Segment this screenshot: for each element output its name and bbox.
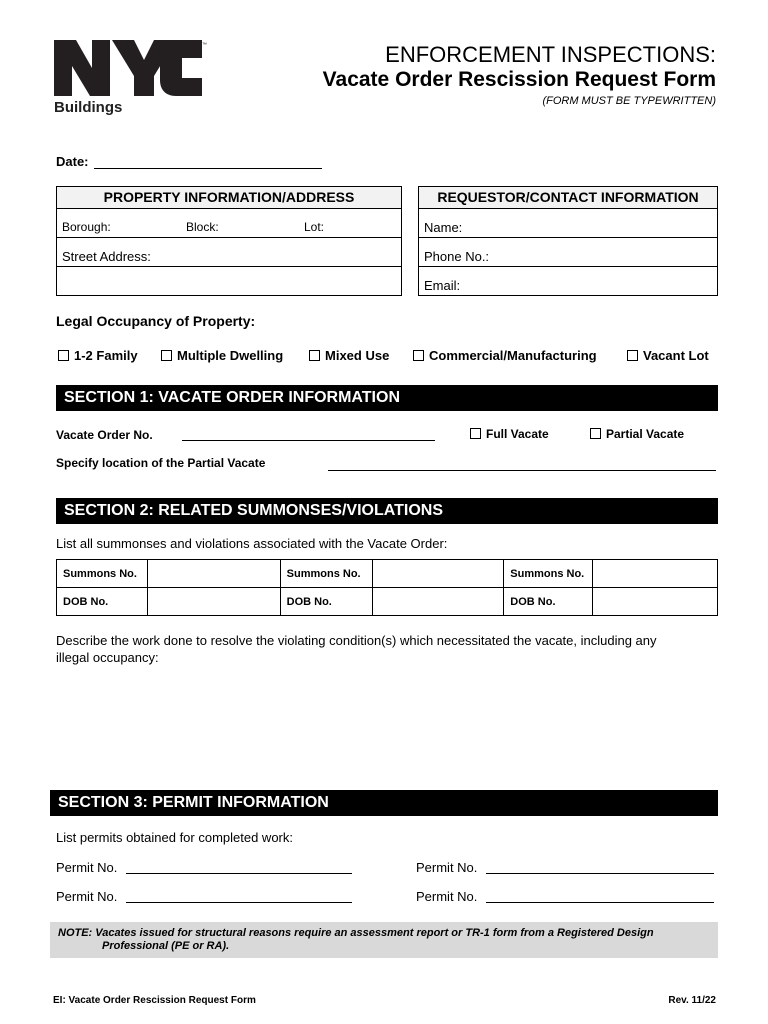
structural-note: NOTE: Vacates issued for structural reasons require an assessment report or TR-1 form from a Registered Design Professional (PE or RA). bbox=[50, 922, 718, 958]
permit-no-field[interactable] bbox=[126, 902, 352, 903]
partial-vacate-location-field[interactable] bbox=[328, 470, 716, 471]
section-1-header: SECTION 1: VACATE ORDER INFORMATION bbox=[56, 385, 718, 411]
dob-no-label: DOB No. bbox=[280, 588, 372, 616]
requestor-box-title: REQUESTOR/CONTACT INFORMATION bbox=[419, 187, 717, 209]
checkbox-icon[interactable] bbox=[413, 350, 424, 361]
dob-no-field[interactable] bbox=[372, 588, 504, 616]
checkbox-icon[interactable] bbox=[161, 350, 172, 361]
permits-instruction: List permits obtained for completed work: bbox=[56, 830, 293, 845]
partial-vacate-option[interactable]: Partial Vacate bbox=[590, 427, 684, 441]
permit-no-label: Permit No. bbox=[416, 860, 478, 875]
footer-form-name: EI: Vacate Order Rescission Request Form bbox=[53, 995, 256, 1006]
permit-no-label: Permit No. bbox=[416, 889, 478, 904]
phone-row[interactable] bbox=[419, 238, 717, 267]
section-2-header: SECTION 2: RELATED SUMMONSES/VIOLATIONS bbox=[56, 498, 718, 524]
dob-no-field[interactable] bbox=[593, 588, 718, 616]
street-address-row-2[interactable] bbox=[57, 267, 401, 295]
street-address-label: Street Address: bbox=[62, 249, 151, 264]
partial-vacate-location-label: Specify location of the Partial Vacate bbox=[56, 456, 266, 470]
summons-no-label: Summons No. bbox=[57, 560, 148, 588]
permit-no-field[interactable] bbox=[486, 902, 714, 903]
table-row bbox=[57, 560, 718, 588]
permit-no-label: Permit No. bbox=[56, 860, 118, 875]
occupancy-option-multiple-dwelling[interactable]: Multiple Dwelling bbox=[161, 348, 283, 363]
checkbox-icon[interactable] bbox=[590, 428, 601, 439]
occupancy-option-commercial[interactable]: Commercial/Manufacturing bbox=[413, 348, 597, 363]
property-info-box bbox=[56, 186, 402, 296]
property-box-title: PROPERTY INFORMATION/ADDRESS bbox=[57, 187, 401, 209]
full-vacate-option[interactable]: Full Vacate bbox=[470, 427, 549, 441]
street-address-row[interactable] bbox=[57, 238, 401, 267]
name-row[interactable] bbox=[419, 209, 717, 238]
summonses-instruction: List all summonses and violations associated with the Vacate Order: bbox=[56, 536, 448, 551]
summons-no-label: Summons No. bbox=[280, 560, 372, 588]
summons-no-field[interactable] bbox=[593, 560, 718, 588]
borough-block-lot-row[interactable] bbox=[57, 209, 401, 238]
vacate-order-no-label: Vacate Order No. bbox=[56, 428, 153, 442]
checkbox-icon[interactable] bbox=[58, 350, 69, 361]
summons-no-field[interactable] bbox=[147, 560, 280, 588]
occupancy-option-mixed-use[interactable]: Mixed Use bbox=[309, 348, 389, 363]
email-row[interactable] bbox=[419, 267, 717, 295]
summons-no-label: Summons No. bbox=[504, 560, 593, 588]
lot-label: Lot: bbox=[304, 220, 325, 234]
work-description-area[interactable] bbox=[56, 670, 718, 780]
borough-label: Borough: bbox=[62, 220, 111, 234]
permit-no-label: Permit No. bbox=[56, 889, 118, 904]
permit-no-field[interactable] bbox=[126, 873, 352, 874]
table-row bbox=[57, 588, 718, 616]
section-3-header: SECTION 3: PERMIT INFORMATION bbox=[50, 790, 718, 816]
phone-label: Phone No.: bbox=[424, 249, 490, 264]
occupancy-option-1-2-family[interactable]: 1-2 Family bbox=[58, 348, 138, 363]
date-field[interactable] bbox=[94, 168, 322, 169]
footer-revision: Rev. 11/22 bbox=[668, 995, 716, 1006]
checkbox-icon[interactable] bbox=[309, 350, 320, 361]
summons-violations-table bbox=[56, 559, 718, 616]
requestor-info-box bbox=[418, 186, 718, 296]
dob-no-label: DOB No. bbox=[504, 588, 593, 616]
logo-subtitle: Buildings bbox=[54, 99, 123, 116]
form-title: Vacate Order Rescission Request Form bbox=[322, 68, 716, 91]
vacate-order-no-field[interactable] bbox=[182, 440, 435, 441]
dob-no-field[interactable] bbox=[147, 588, 280, 616]
name-label: Name: bbox=[424, 220, 463, 235]
block-label: Block: bbox=[186, 220, 219, 234]
form-category: ENFORCEMENT INSPECTIONS: bbox=[385, 42, 716, 67]
svg-text:™: ™ bbox=[202, 42, 207, 48]
summons-no-field[interactable] bbox=[372, 560, 504, 588]
occupancy-label: Legal Occupancy of Property: bbox=[56, 313, 256, 329]
form-instruction: (FORM MUST BE TYPEWRITTEN) bbox=[542, 95, 716, 107]
checkbox-icon[interactable] bbox=[627, 350, 638, 361]
work-description-instruction: Describe the work done to resolve the violating condition(s) which necessitated the vacate, including any illegal occupancy: bbox=[56, 633, 657, 665]
dob-no-label: DOB No. bbox=[57, 588, 148, 616]
date-label: Date: bbox=[56, 154, 89, 169]
email-label: Email: bbox=[424, 278, 461, 293]
permit-no-field[interactable] bbox=[486, 873, 714, 874]
occupancy-option-vacant-lot[interactable]: Vacant Lot bbox=[627, 348, 709, 363]
checkbox-icon[interactable] bbox=[470, 428, 481, 439]
